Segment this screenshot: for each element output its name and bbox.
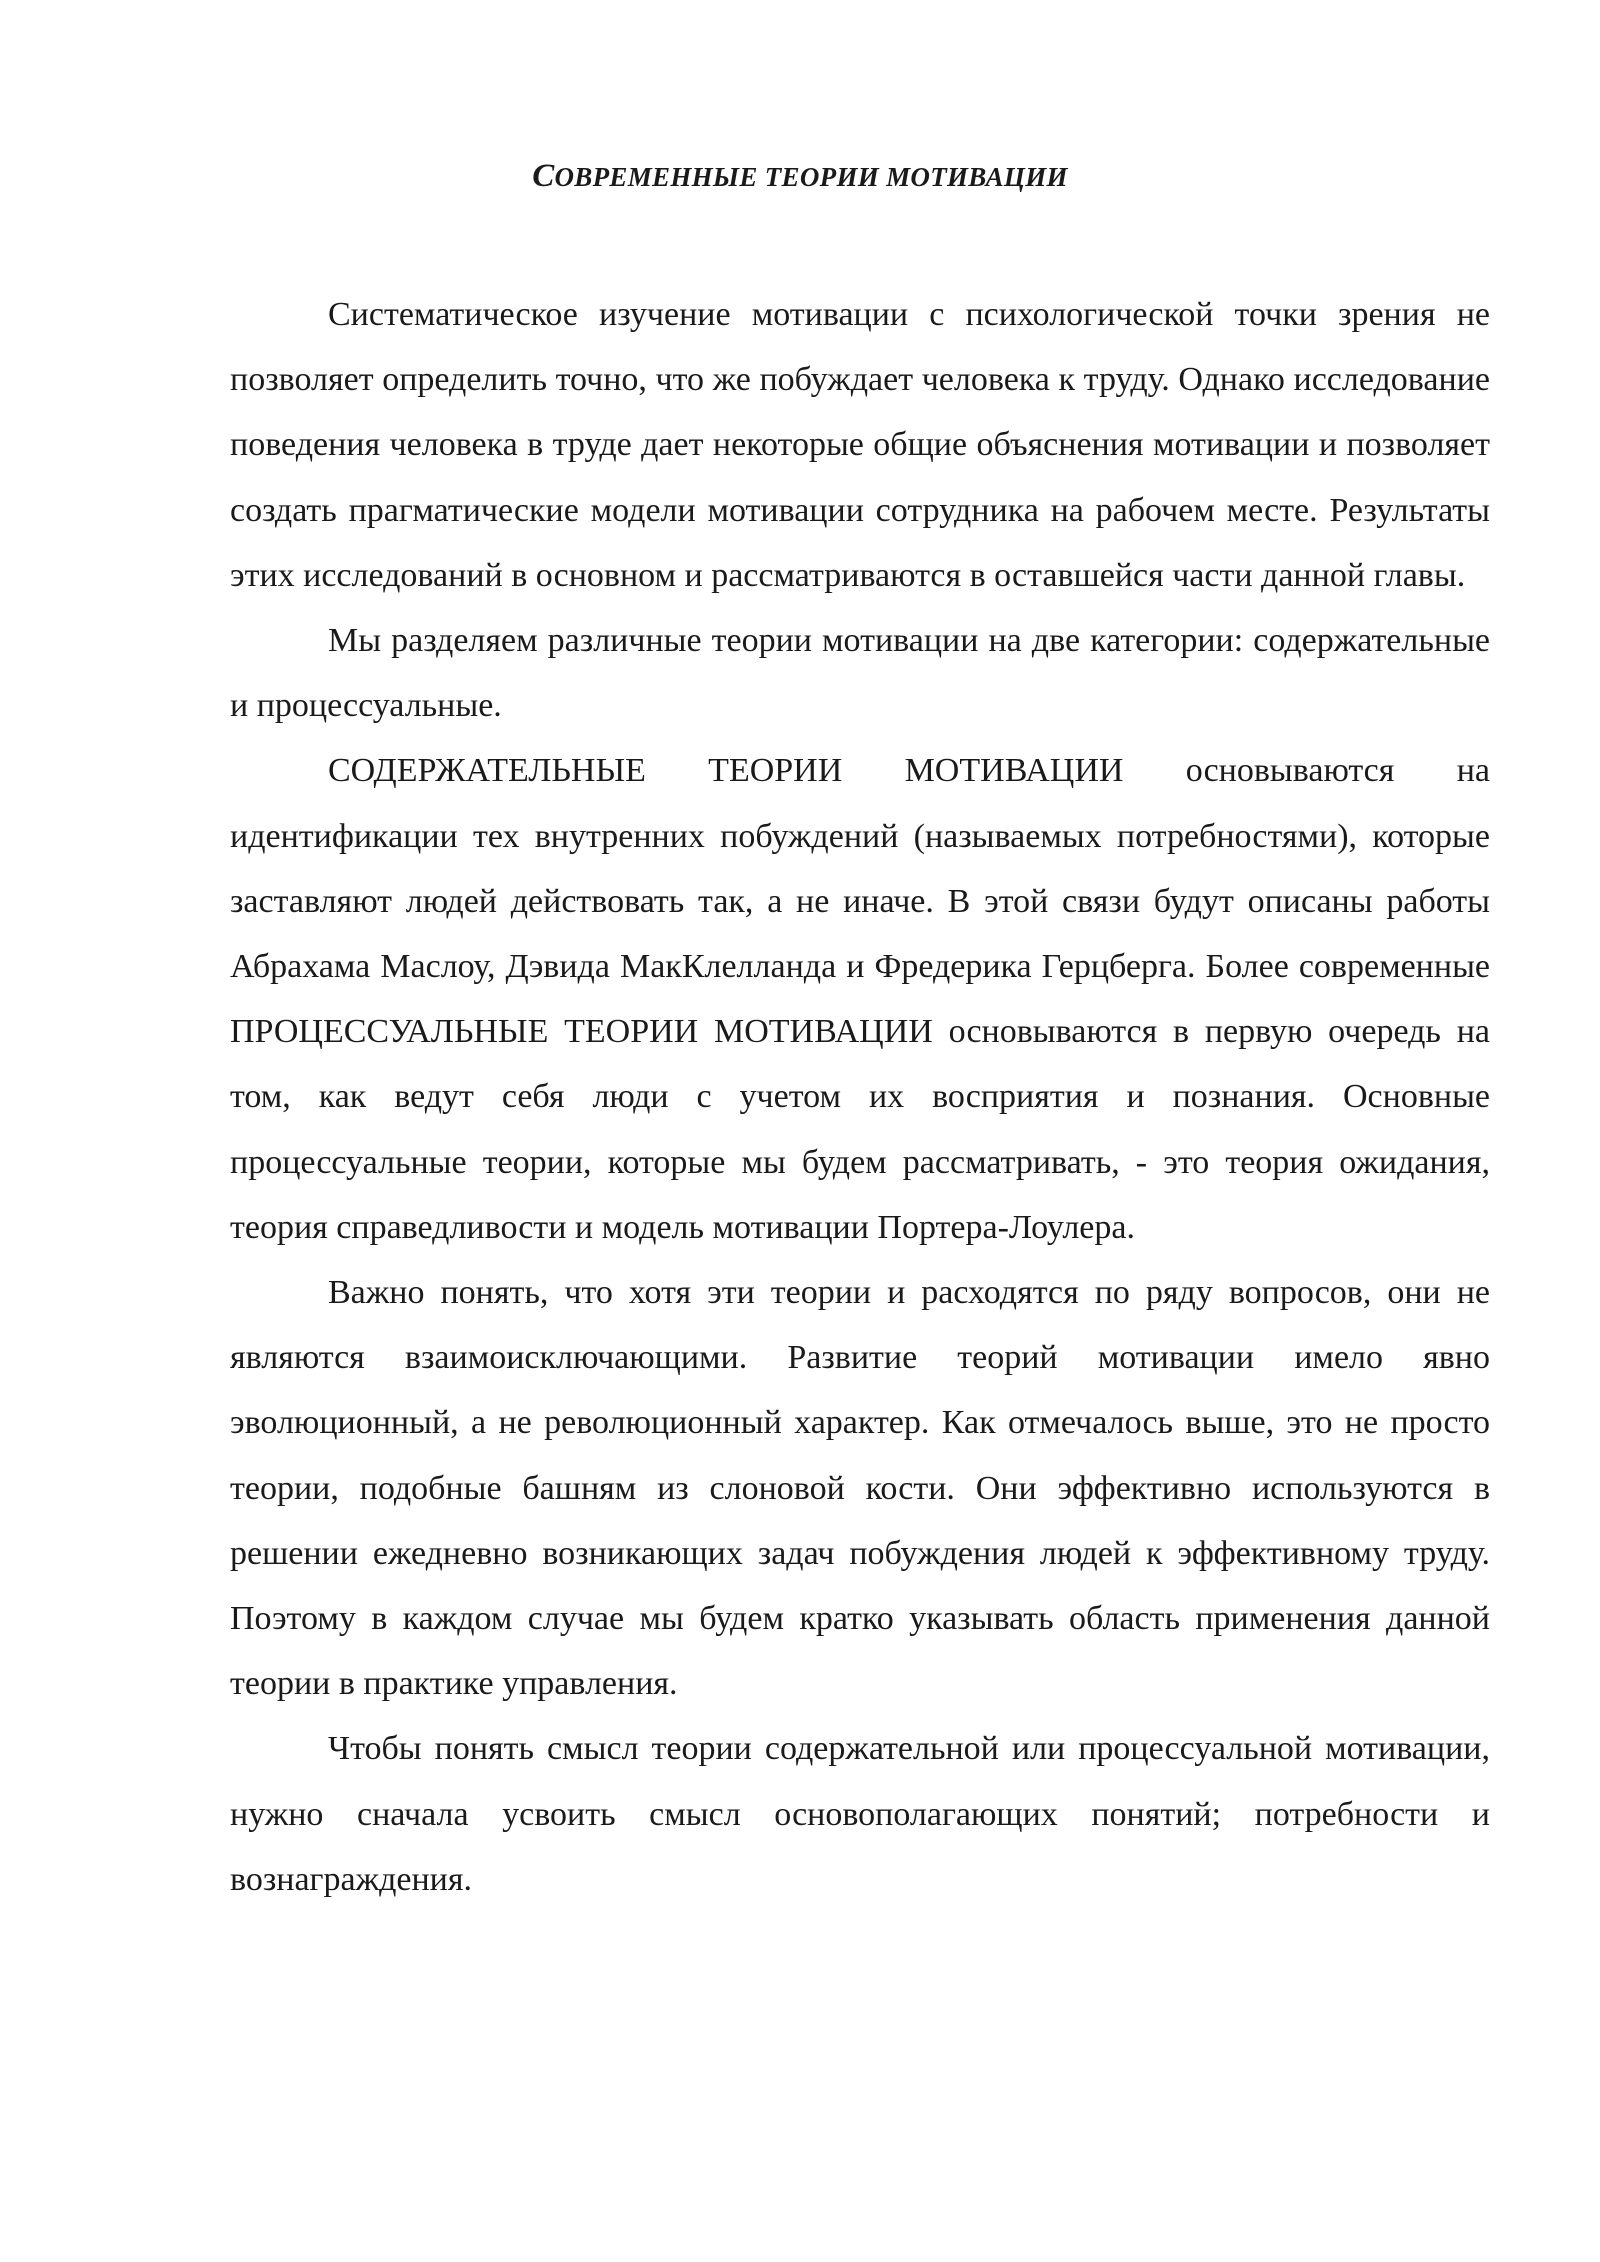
paragraph: Важно понять, что хотя эти теории и расходятся по ряду вопросов, они не являются взаимоисключающими. Развитие теорий мотивации имело явно эволюционный, а не революционный характер. Как отмечалось выше, это не просто теории, подобные башням из слоновой кости. Они эффективно используются в решении ежедневно возникающих задач побуждения людей к эффективному труду. Поэтому в каждом случае мы будем кратко указывать область применения данной теории в практике управления. (230, 1274, 1490, 1703)
document-title (0, 158, 1600, 195)
title-first-letter: С (532, 158, 555, 194)
document-body (230, 282, 1490, 1912)
paragraph: Чтобы понять смысл теории содержательной или процессуальной мотивации, нужно сначала усвоить смысл основополагающих понятий; потребности и вознаграждения. (230, 1730, 1490, 1898)
title-rest: ОВРЕМЕННЫЕ ТЕОРИИ МОТИВАЦИИ (554, 162, 1068, 192)
paragraph: Мы разделяем различные теории мотивации на две категории: содержательные и процессуальные. (230, 622, 1490, 725)
paragraph: Систематическое изучение мотивации с психологической точки зрения не позволяет определить точно, что же побуждает человека к труду. Однако исследование поведения человека в труде дает некоторые общие объяснения мотивации и позволяет создать прагматические модели мотивации сотрудника на рабочем месте. Результаты этих исследований в основном и рассматриваются в оставшейся части данной главы. (230, 296, 1490, 594)
paragraph: СОДЕРЖАТЕЛЬНЫЕ ТЕОРИИ МОТИВАЦИИ основываются на идентификации тех внутренних побуждений (называемых потребностями), которые заставляют людей действовать так, а не иначе. В этой связи будут описаны работы Абрахама Маслоу, Дэвида МакКлелланда и Фредерика Герцберга. Более современные ПРОЦЕССУАЛЬНЫЕ ТЕОРИИ МОТИВАЦИИ основываются в первую очередь на том, как ведут себя люди с учетом их восприятия и познания. Основные процессуальные теории, которые мы будем рассматривать, - это теория ожидания, теория справедливости и модель мотивации Портера-Лоулера. (230, 752, 1490, 1246)
